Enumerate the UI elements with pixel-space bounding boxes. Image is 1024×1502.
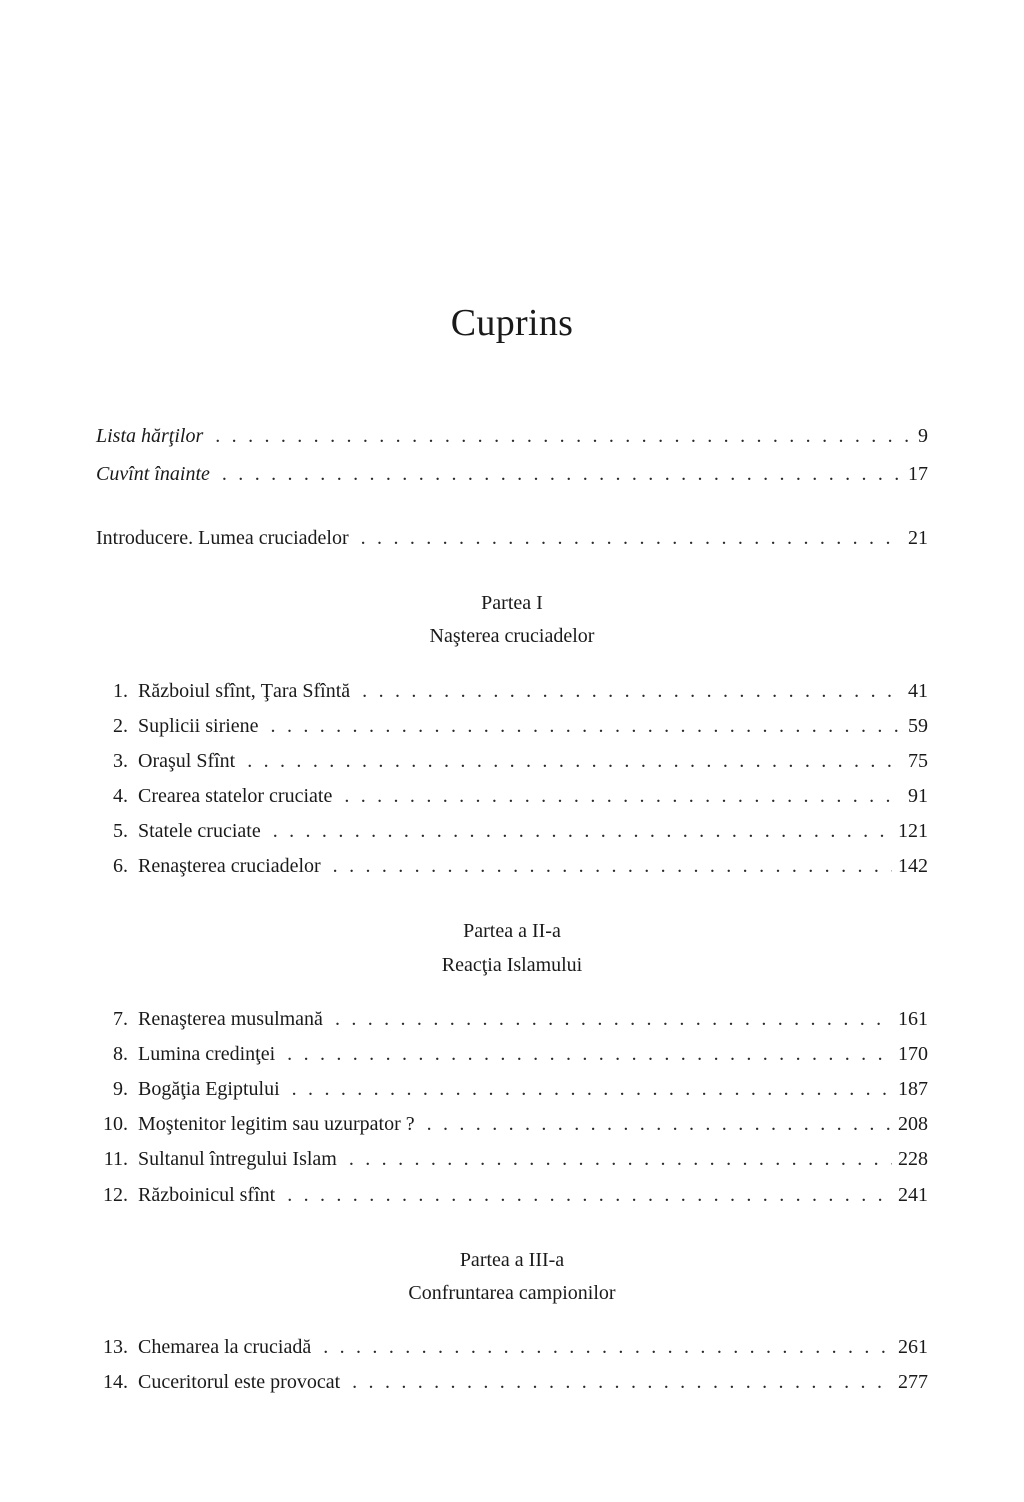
chapter-number: 1. (113, 680, 128, 702)
toc-entry-text: Lista hărţilor (96, 425, 204, 447)
toc-chapter-entry[interactable] (96, 1075, 928, 1103)
toc-chapter-entry[interactable] (96, 1368, 928, 1396)
chapter-number: 4. (113, 785, 128, 807)
chapter-number: 3. (113, 750, 128, 772)
toc-page-number: 75 (908, 750, 928, 772)
toc-page-number: 9 (918, 425, 928, 447)
toc-chapter-entry[interactable] (96, 1110, 928, 1138)
toc-page-number: 187 (898, 1078, 928, 1100)
toc-chapter-entry[interactable] (96, 817, 928, 845)
chapter-number: 9. (113, 1078, 128, 1100)
chapter-number: 7. (113, 1008, 128, 1030)
toc-entry-text: Lumina credinţei (138, 1043, 276, 1065)
toc-chapter-entry[interactable] (96, 1005, 928, 1033)
leader-dots (287, 1040, 892, 1068)
leader-dots (333, 852, 892, 880)
toc-entry-text: Renaşterea cruciadelor (138, 855, 321, 877)
part-title: Confruntarea campionilor (408, 1282, 616, 1304)
toc-page-number: 142 (898, 855, 928, 877)
toc-page-number: 241 (898, 1184, 928, 1206)
leader-dots (247, 747, 902, 775)
toc-entry-list-of-maps[interactable] (96, 422, 928, 450)
leader-dots (362, 677, 902, 705)
toc-chapter-entry[interactable] (96, 1040, 928, 1068)
toc-entry-text: Crearea statelor cruciate (138, 785, 333, 807)
chapter-number: 6. (113, 855, 128, 877)
toc-page-number: 59 (908, 715, 928, 737)
leader-dots (344, 782, 902, 810)
toc-page-number: 121 (898, 820, 928, 842)
toc-entry-text: Moştenitor legitim sau uzurpator ? (138, 1113, 415, 1135)
toc-page-number: 261 (898, 1336, 928, 1358)
chapter-number: 5. (113, 820, 128, 842)
toc-entry-text: Sultanul întregului Islam (138, 1148, 337, 1170)
toc-entry-introduction[interactable] (96, 524, 928, 552)
leader-dots (323, 1333, 892, 1361)
leader-dots (287, 1181, 892, 1209)
toc-chapter-entry[interactable] (96, 1145, 928, 1173)
page-title: Cuprins (450, 302, 574, 344)
toc-entry-text: Cuceritorul este provocat (138, 1371, 341, 1393)
leader-dots (273, 817, 892, 845)
toc-chapter-entry[interactable] (96, 1181, 928, 1209)
part-label: Partea I (481, 592, 543, 614)
toc-entry-text: Introducere. Lumea cruciadelor (96, 527, 349, 549)
toc-page-number: 41 (908, 680, 928, 702)
toc-entry-foreword[interactable] (96, 460, 928, 488)
leader-dots (222, 460, 902, 488)
toc-page-number: 17 (908, 463, 928, 485)
toc-entry-text: Renaşterea musulmană (138, 1008, 323, 1030)
leader-dots (335, 1005, 892, 1033)
chapter-number: 14. (103, 1371, 128, 1393)
leader-dots (271, 712, 902, 740)
toc-entry-text: Statele cruciate (138, 820, 261, 842)
toc-page-number: 208 (898, 1113, 928, 1135)
chapter-number: 8. (113, 1043, 128, 1065)
toc-entry-text: Cuvînt înainte (96, 463, 210, 485)
toc-chapter-entry[interactable] (96, 782, 928, 810)
part-title: Reacţia Islamului (441, 954, 583, 976)
leader-dots (427, 1110, 892, 1138)
chapter-number: 10. (103, 1113, 128, 1135)
chapter-number: 12. (103, 1184, 128, 1206)
chapter-number: 2. (113, 715, 128, 737)
toc-entry-text: Bogăţia Egiptului (138, 1078, 280, 1100)
toc-page-number: 170 (898, 1043, 928, 1065)
toc-chapter-entry[interactable] (96, 1333, 928, 1361)
part-label: Partea a III-a (459, 1249, 565, 1271)
toc-chapter-entry[interactable] (96, 747, 928, 775)
toc-chapter-entry[interactable] (96, 712, 928, 740)
leader-dots (349, 1145, 892, 1173)
toc-chapter-entry[interactable] (96, 852, 928, 880)
toc-page-number: 228 (898, 1148, 928, 1170)
chapter-number: 13. (103, 1336, 128, 1358)
toc-entry-text: Suplicii siriene (138, 715, 259, 737)
leader-dots (361, 524, 902, 552)
toc-page-number: 161 (898, 1008, 928, 1030)
leader-dots (215, 422, 912, 450)
toc-chapter-entry[interactable] (96, 677, 928, 705)
toc-entry-text: Oraşul Sfînt (138, 750, 236, 772)
toc-page-number: 21 (908, 527, 928, 549)
part-title: Naşterea cruciadelor (429, 625, 595, 647)
toc-entry-text: Războiul sfînt, Ţara Sfîntă (138, 680, 351, 702)
leader-dots (292, 1075, 892, 1103)
toc-entry-text: Chemarea la cruciadă (138, 1336, 312, 1358)
leader-dots (352, 1368, 892, 1396)
chapter-number: 11. (103, 1148, 128, 1170)
toc-page-number: 277 (898, 1371, 928, 1393)
toc-entry-text: Războinicul sfînt (138, 1184, 276, 1206)
toc-page-number: 91 (908, 785, 928, 807)
part-label: Partea a II-a (463, 920, 561, 942)
